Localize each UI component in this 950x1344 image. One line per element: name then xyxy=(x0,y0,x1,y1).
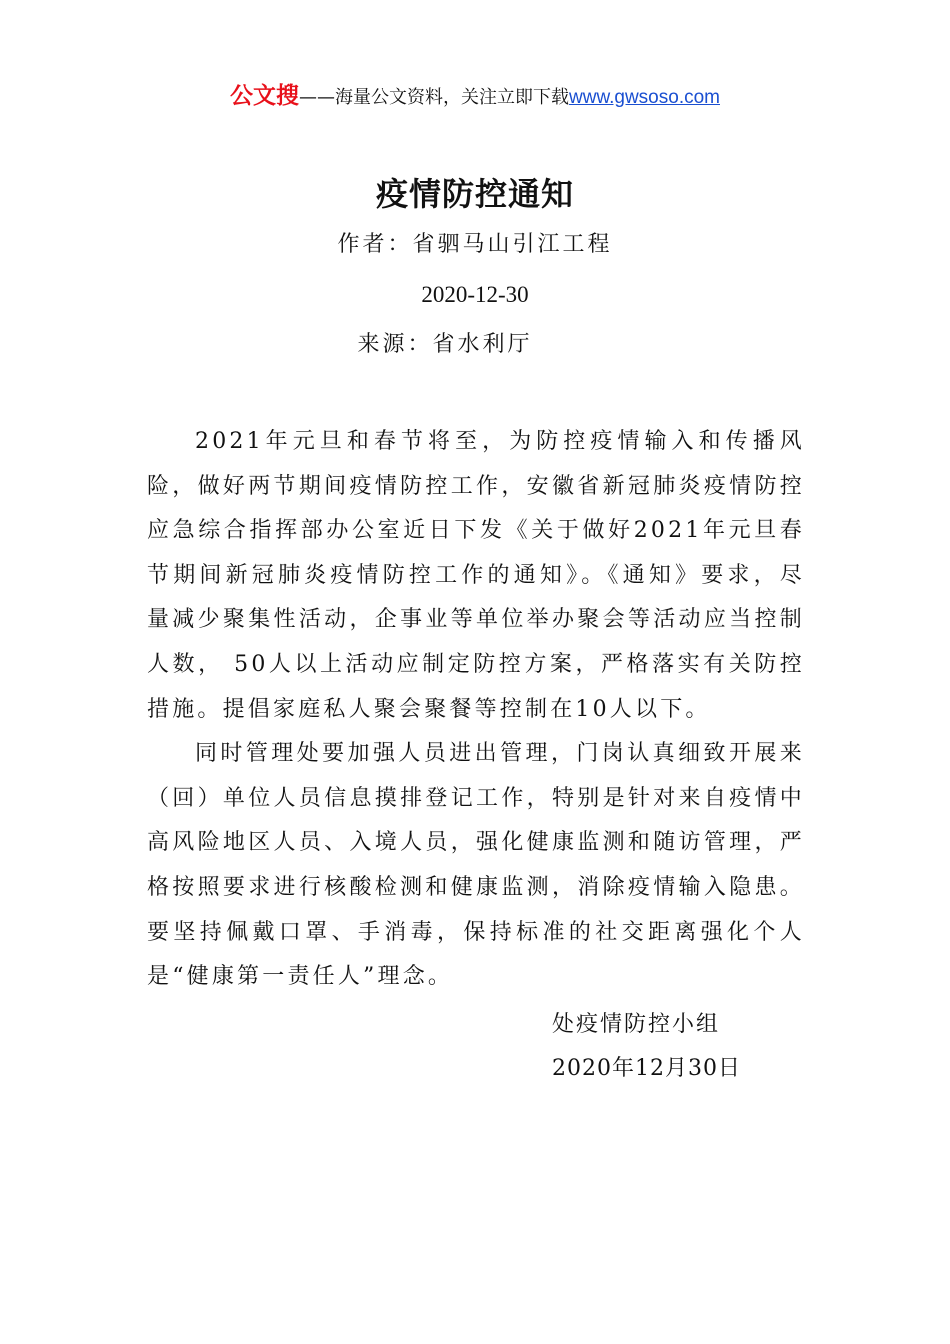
signature-date: 2020年12月30日 xyxy=(552,1056,741,1081)
publish-date: 2020-12-30 xyxy=(421,282,529,307)
signature-group: 处疫情防控小组 xyxy=(552,1012,721,1037)
header-tagline: ——海量公文资料，关注立即下载 xyxy=(299,87,569,108)
document-title: 疫情防控通知 xyxy=(375,175,574,213)
author-line: 作者：省驷马山引江工程 xyxy=(337,232,613,257)
site-header xyxy=(0,82,950,112)
source-line: 来源：省水利厅 xyxy=(357,332,533,357)
website-link[interactable]: www.gwsoso.com xyxy=(569,87,720,108)
body-paragraph-2: 同时管理处要加强人员进出管理，门岗认真细致开展来（回）单位人员信息摸排登记工作，特别是针对来自疫情中高风险地区人员、入境人员，强化健康监测和随访管理，严格按照要求进行核酸检测和健康监测，消除疫情输入隐患。要坚持佩戴口罩、手消毒，保持标准的社交距离强化个人是“健康第一责任人”理念。 xyxy=(147,741,805,990)
brand-logo-text: 公文搜 xyxy=(230,83,299,109)
body-paragraph-1: 2021年元旦和春节将至，为防控疫情输入和传播风险，做好两节期间疫情防控工作，安徽省新冠肺炎疫情防控应急综合指挥部办公室近日下发《关于做好2021年元旦春节期间新冠肺炎疫情防控工作的通知》。《通知》要求，尽量减少聚集性活动，企事业等单位举办聚会等活动应当控制人数， 50人以上活动应制定防控方案，严格落实有关防控措施。提倡家庭私人聚会聚餐等控制在10人以下。 xyxy=(147,429,805,722)
document-body xyxy=(147,420,805,1000)
